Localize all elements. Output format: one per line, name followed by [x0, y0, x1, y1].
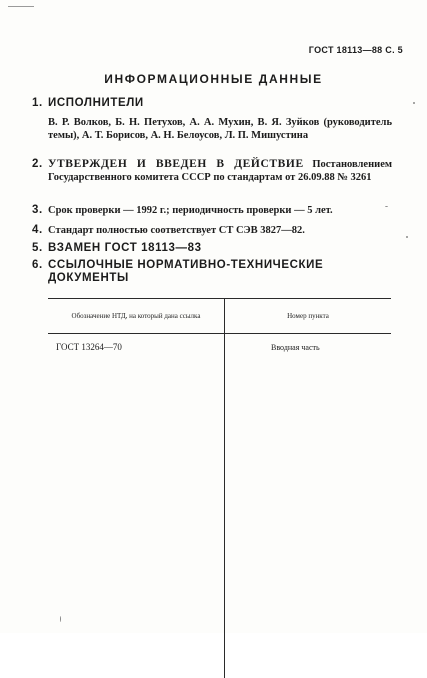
- section-text: Срок проверки — 1992 г.; периодичность проверки — 5 лет.: [48, 204, 392, 217]
- scan-speck: [385, 206, 388, 207]
- table-cell-clause: Вводная часть: [225, 334, 392, 678]
- section-heading: ИСПОЛНИТЕЛИ: [48, 97, 392, 110]
- reference-documents-table: [48, 298, 391, 678]
- table-cell-document: ГОСТ 13264—70: [48, 334, 225, 678]
- scan-mark: [8, 6, 34, 7]
- section-text: Стандарт полностью соответствует СТ СЭВ 3827—82.: [48, 224, 392, 237]
- section-number: 6.: [32, 259, 43, 272]
- table-header-row: [48, 299, 391, 334]
- scan-speck: [60, 616, 61, 622]
- section-number: 1.: [32, 97, 43, 110]
- section-number: 3.: [32, 204, 43, 217]
- section-2: [32, 158, 392, 184]
- section-heading: ВЗАМЕН ГОСТ 18113—83: [48, 242, 392, 255]
- section-5: [32, 242, 392, 255]
- section-heading: УТВЕРЖДЕН И ВВЕДЕН В ДЕЙСТВИЕ: [48, 158, 304, 170]
- section-number: 2.: [32, 158, 43, 171]
- scan-speck: [406, 236, 408, 238]
- column-header-clause: Номер пункта: [225, 299, 392, 334]
- section-heading: ССЫЛОЧНЫЕ НОРМАТИВНО-ТЕХНИЧЕСКИЕ ДОКУМЕНТЫ: [48, 259, 392, 285]
- page-title: ИНФОРМАЦИОННЫЕ ДАННЫЕ: [0, 72, 427, 86]
- scan-speck: [413, 102, 415, 104]
- section-4: [32, 224, 392, 237]
- section-text: В. Р. Волков, Б. Н. Петухов, А. А. Мухин, В. Я. Зуйков (руководитель темы), А. Т. Борисов, А. Н. Белоусов, Л. П. Мишустина: [48, 116, 392, 142]
- section-number: 5.: [32, 242, 43, 255]
- section-text: Постановлением Государственного комитета СССР по стандартам от 26.09.88 № 3261: [48, 159, 392, 183]
- table-row: [48, 334, 391, 678]
- page-header-reference: ГОСТ 18113—88 С. 5: [309, 45, 403, 55]
- section-number: 4.: [32, 224, 43, 237]
- column-header-document: Обозначение НТД, на который дана ссылка: [48, 299, 225, 334]
- section-6: [32, 259, 392, 285]
- section-1: [32, 97, 392, 142]
- section-3: [32, 204, 392, 217]
